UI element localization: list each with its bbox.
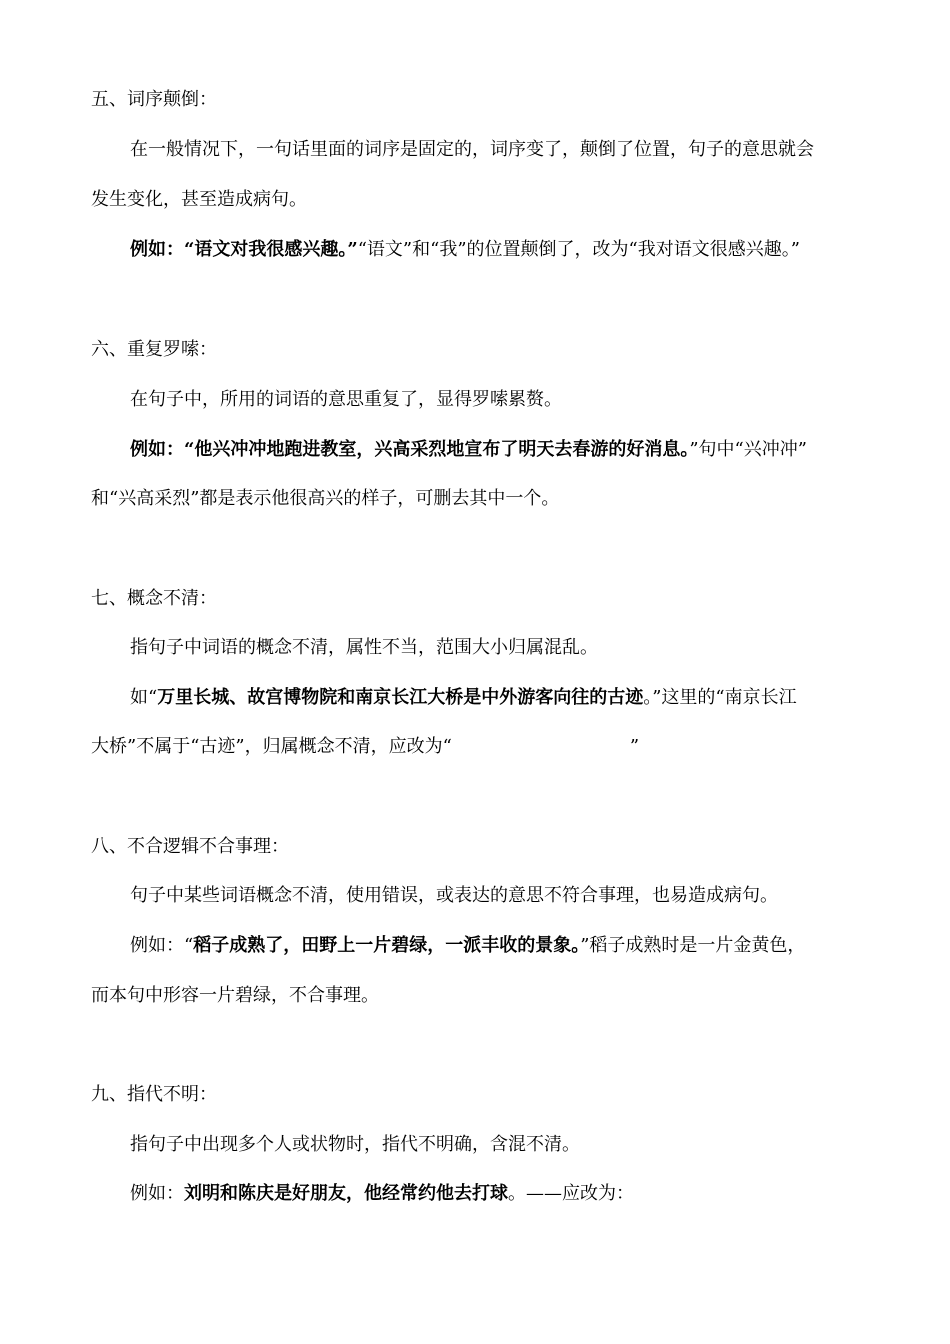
example-sentence: 刘明和陈庆是好朋友，他经常约他去打球 (184, 1183, 508, 1204)
section-heading: 五、词序颠倒： (91, 89, 217, 110)
section-example (130, 934, 805, 958)
example-label: 例如： (130, 439, 184, 460)
example-sentence: 万里长城、故宫博物院和南京长江大桥是中外游客向往的古迹 (157, 687, 644, 708)
example-sentence: “语文对我很感兴趣。” (184, 239, 358, 260)
section-example (130, 686, 797, 710)
example-sentence: “他兴冲冲地跑进教室，兴高采烈地宣布了明天去春游的好消息。 (184, 439, 690, 460)
closing-quote: ” (629, 736, 640, 757)
example-explanation: “语文”和“我”的位置颠倒了，改为“我对语文很感兴趣。” (357, 239, 800, 260)
section-heading: 八、不合逻辑不合事理： (91, 836, 289, 857)
example-explanation-continued: 和“兴高采烈”都是表示他很高兴的样子，可删去其中一个。 (91, 488, 560, 509)
section-example (130, 1182, 634, 1206)
section-heading: 七、概念不清： (91, 588, 217, 609)
section-description-continued: 发生变化，甚至造成病句。 (91, 189, 307, 210)
section-example (130, 238, 800, 262)
section-description: 指句子中出现多个人或状物时，指代不明确，含混不清。 (130, 1134, 580, 1155)
example-label: 例如： (130, 1183, 184, 1204)
example-label: 例如：“ (130, 935, 194, 956)
example-explanation: ”句中“兴冲冲” (689, 439, 807, 460)
section-heading: 六、重复罗嗦： (91, 339, 217, 360)
section-description: 在一般情况下，一句话里面的词序是固定的，词序变了，颠倒了位置，句子的意思就会 (130, 139, 814, 160)
example-label: 例如： (130, 239, 184, 260)
section-heading: 九、指代不明： (91, 1084, 217, 1105)
example-explanation: 。”这里的“南京长江 (643, 687, 797, 708)
example-explanation-continued (91, 735, 639, 759)
section-example (130, 438, 807, 462)
example-explanation: ”稻子成熟时是一片金黄色， (580, 935, 806, 956)
example-continued-text: 大桥”不属于“古迹”，归属概念不清，应改为“ (91, 736, 452, 757)
example-explanation: 。——应改为： (508, 1183, 634, 1204)
example-explanation-continued: 而本句中形容一片碧绿，不合事理。 (91, 985, 379, 1006)
section-description: 句子中某些词语概念不清，使用错误，或表达的意思不符合事理，也易造成病句。 (130, 885, 778, 906)
example-label: 如“ (130, 687, 158, 708)
section-description: 在句子中，所用的词语的意思重复了，显得罗嗦累赘。 (130, 389, 562, 410)
example-sentence: 稻子成熟了，田野上一片碧绿，一派丰收的景象。 (193, 935, 581, 956)
section-description: 指句子中词语的概念不清，属性不当，范围大小归属混乱。 (130, 637, 598, 658)
